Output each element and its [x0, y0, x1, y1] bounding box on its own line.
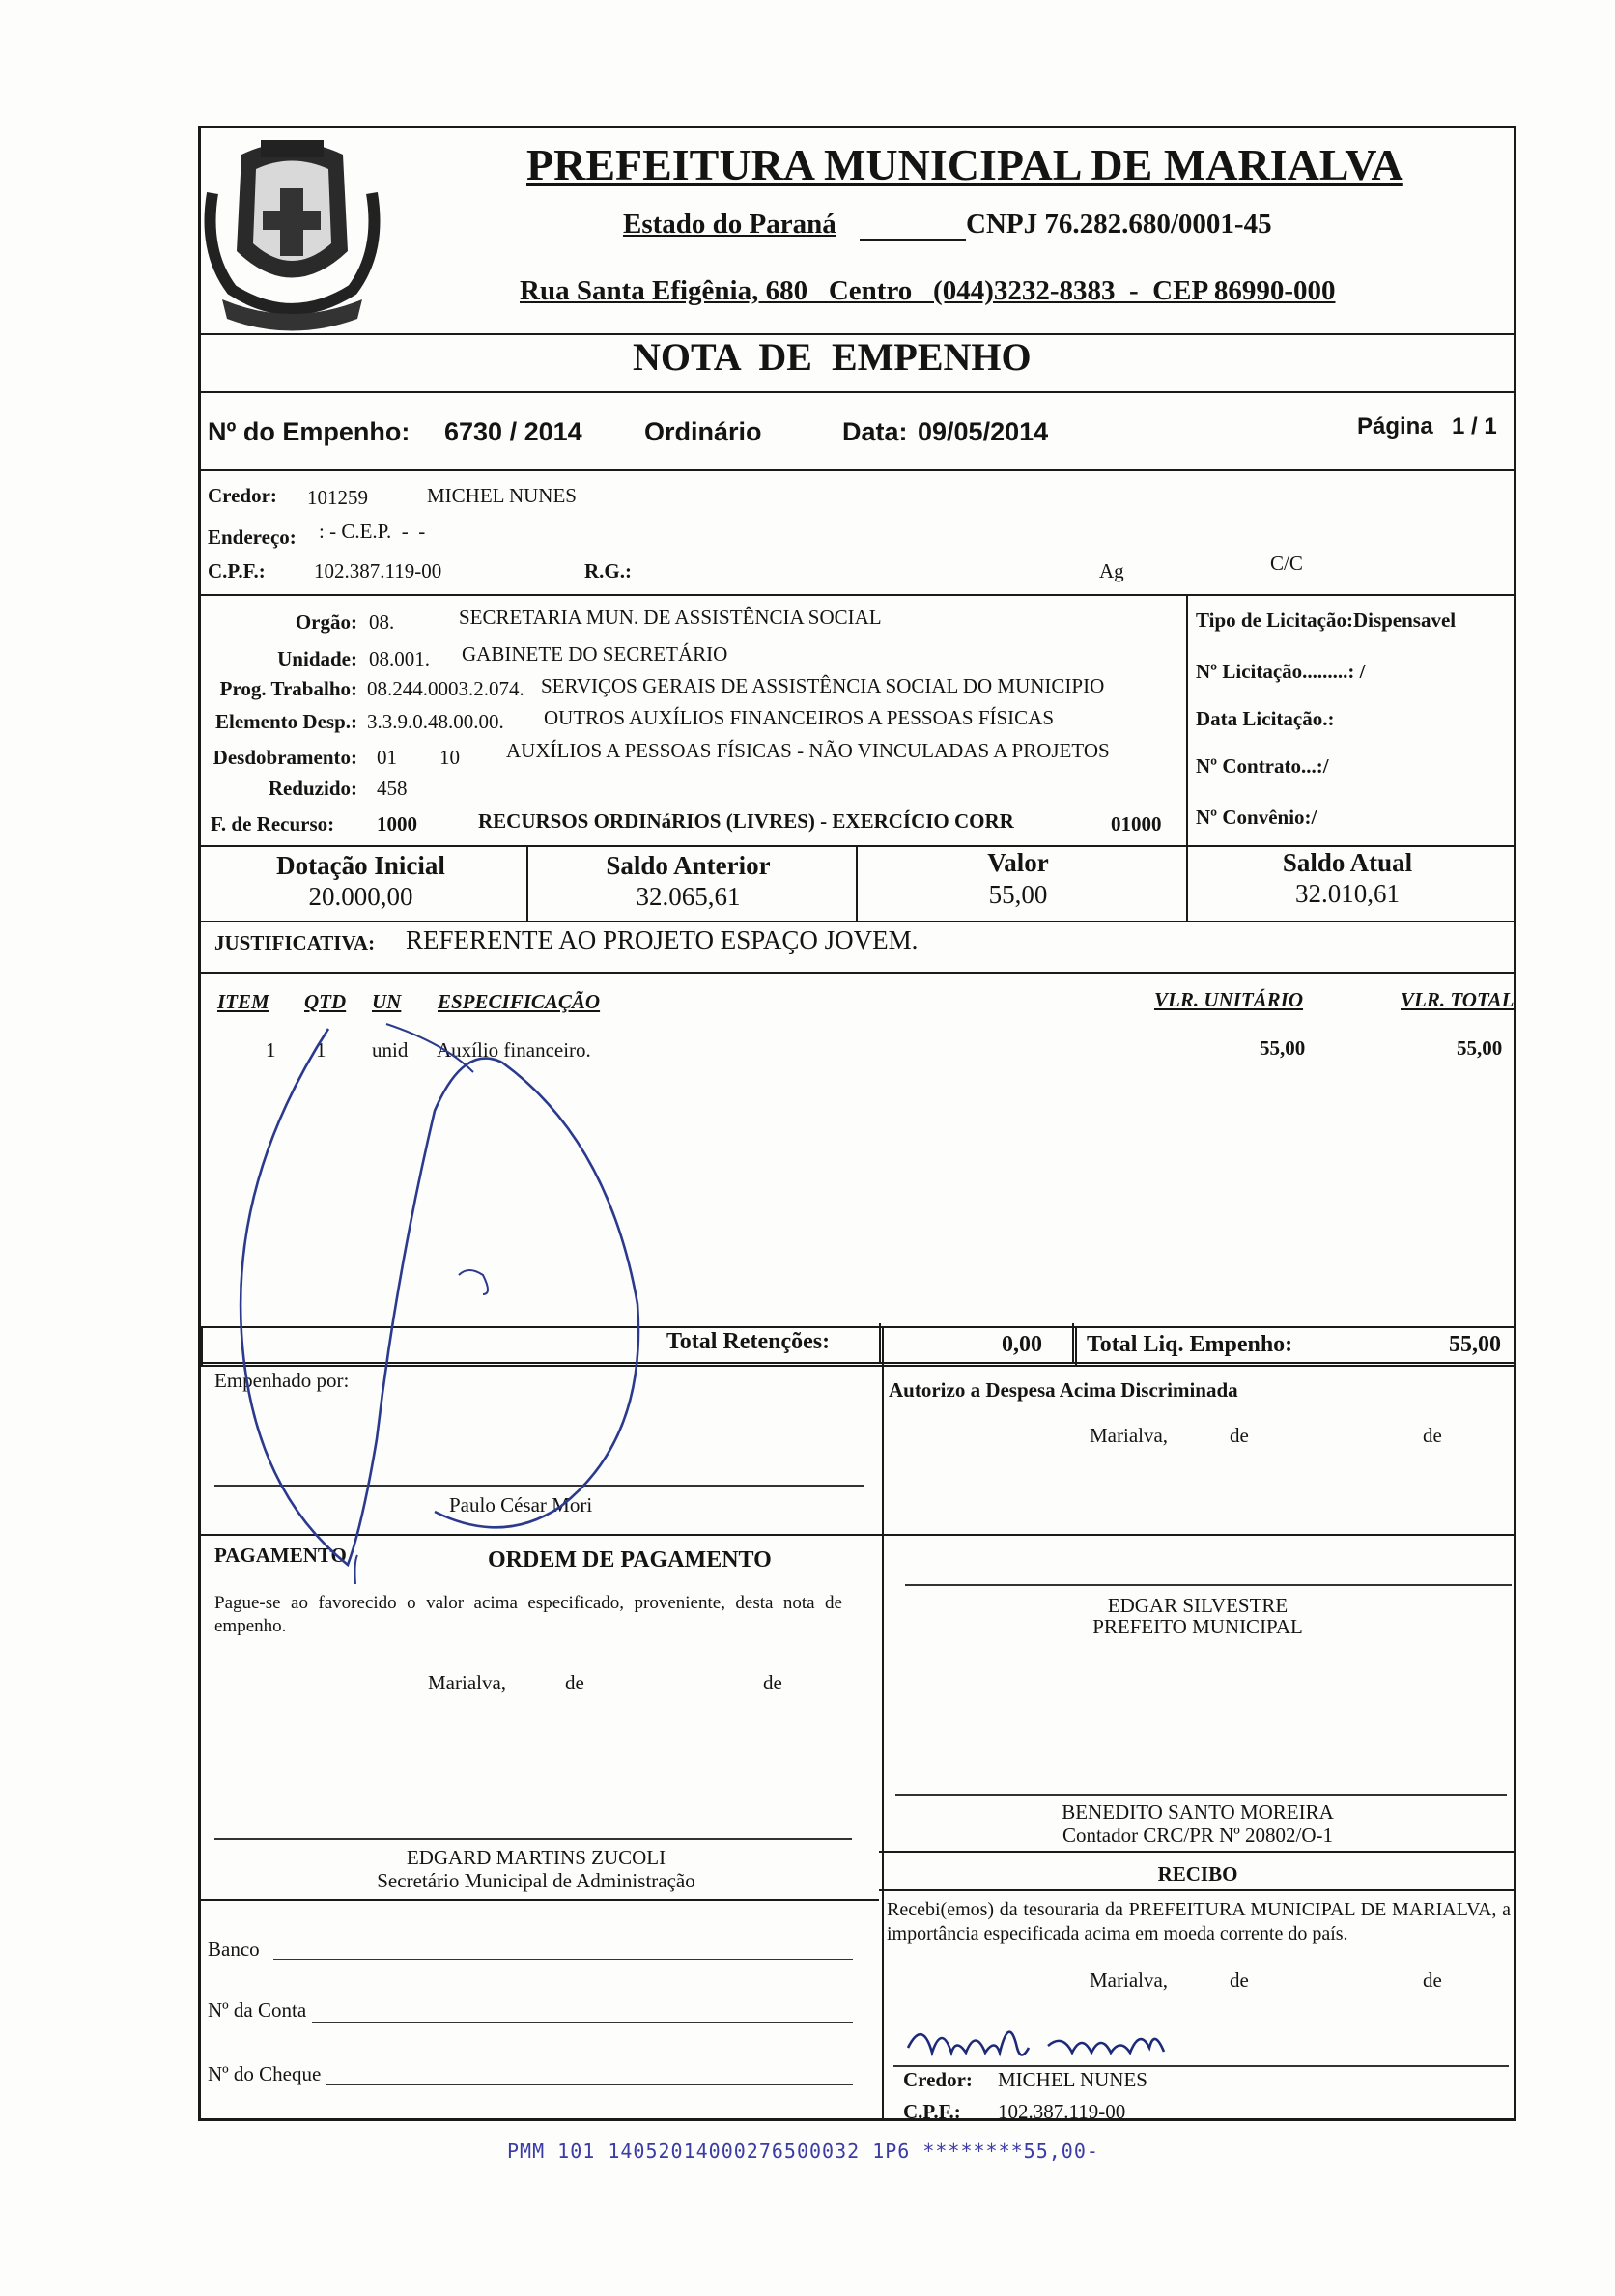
empenhado-label: Empenhado por: — [214, 1369, 350, 1392]
autorizo-city: Marialva, — [1090, 1424, 1169, 1447]
prog-label: Prog. Trabalho: — [219, 677, 357, 700]
rg-label: R.G.: — [584, 559, 632, 582]
item-qtd: 1 — [316, 1038, 326, 1062]
item-especificacao: Auxílio financeiro. — [437, 1038, 591, 1062]
col-especificacao: ESPECIFICAÇÃO — [438, 990, 601, 1013]
elemento-code: 3.3.9.0.48.00.00. — [367, 710, 504, 733]
col-item: ITEM — [217, 990, 269, 1013]
empenho-number: 6730 / 2014 — [444, 417, 582, 446]
recipient-signature — [903, 2009, 1212, 2077]
ag-label: Ag — [1099, 559, 1124, 582]
state-label: Estado do Paraná — [623, 209, 836, 240]
recibo-de-2: de — [1423, 1969, 1442, 1992]
desdobramento-label: Desdobramento: — [212, 746, 357, 769]
empenho-date: 09/05/2014 — [918, 417, 1049, 446]
autorizo-de-1: de — [1230, 1424, 1249, 1447]
contador-title: Contador CRC/PR Nº 20802/O-1 — [1062, 1824, 1334, 1847]
numero-licitacao: Nº Licitação.........: / — [1196, 660, 1366, 683]
numero-contrato: Nº Contrato...:/ — [1196, 754, 1329, 778]
recibo-city: Marialva, — [1090, 1969, 1169, 1992]
desdobramento-code-b: 10 — [439, 746, 460, 769]
ordem-pagamento-title: ORDEM DE PAGAMENTO — [488, 1547, 772, 1573]
recurso-label: F. de Recurso: — [211, 812, 335, 836]
pagamento-text: Pague-se ao favorecido o valor acima especificado, proveniente, desta nota de empenho. — [214, 1593, 842, 1636]
cheque-field[interactable] — [326, 2084, 853, 2085]
saldo-atual-value: 32.010,61 — [1295, 879, 1400, 908]
reduzido-value: 458 — [377, 777, 408, 800]
item-un: unid — [372, 1038, 409, 1062]
total-retencoes-value: 0,00 — [1002, 1332, 1042, 1357]
conta-label: Nº da Conta — [208, 1998, 307, 2022]
orgao-label: Orgão: — [295, 610, 357, 634]
valor-value: 55,00 — [988, 880, 1048, 909]
address-label: Rua Santa Efigênia, 680 Centro (044)3232-8383 - CEP 86990-000 — [520, 275, 1336, 306]
col-vlr-unitario: VLR. UNITÁRIO — [1154, 988, 1304, 1011]
reduzido-label: Reduzido: — [268, 777, 357, 800]
empenhado-name: Paulo César Mori — [449, 1493, 593, 1516]
prefeito-title: PREFEITO MUNICIPAL — [1092, 1615, 1303, 1638]
cnpj-label: CNPJ 76.282.680/0001-45 — [966, 209, 1272, 240]
empenho-date-label: Data: — [842, 417, 908, 446]
recurso-code: 1000 — [377, 812, 417, 836]
recibo-de-1: de — [1230, 1969, 1249, 1992]
credor-label: Credor: — [208, 484, 277, 507]
pagamento-de-1: de — [565, 1671, 584, 1694]
tipo-licitacao: Tipo de Licitação:Dispensavel — [1196, 609, 1457, 632]
dotacao-label: Dotação Inicial — [276, 851, 445, 880]
banco-label: Banco — [208, 1938, 260, 1961]
page-number: 1 / 1 — [1452, 413, 1497, 439]
handwritten-strike-mark — [193, 985, 695, 1584]
recibo-text: Recebi(emos) da tesouraria da PREFEITURA MUNICIPAL DE MARIALVA, a importância especificada acima em moeda corrente do país. — [887, 1899, 1511, 1944]
desdobramento-name: AUXÍLIOS A PESSOAS FÍSICAS - NÃO VINCULADAS A PROJETOS — [506, 739, 1110, 762]
prefeitura-title: PREFEITURA MUNICIPAL DE MARIALVA — [526, 140, 1403, 189]
bank-stamp: PMM 101 14052014000276500032 1P6 ********55,00- — [507, 2140, 1099, 2163]
col-vlr-total: VLR. TOTAL — [1401, 988, 1515, 1011]
dotacao-value: 20.000,00 — [308, 882, 413, 911]
justificativa-text: REFERENTE AO PROJETO ESPAÇO JOVEM. — [406, 925, 919, 954]
orgao-name: SECRETARIA MUN. DE ASSISTÊNCIA SOCIAL — [459, 606, 882, 629]
prog-name: SERVIÇOS GERAIS DE ASSISTÊNCIA SOCIAL DO MUNICIPIO — [541, 674, 1105, 697]
secretario-title: Secretário Municipal de Administração — [377, 1869, 695, 1892]
endereco-value: : - C.E.P. - - — [319, 520, 426, 543]
data-licitacao: Data Licitação.: — [1196, 707, 1335, 730]
prog-code: 08.244.0003.2.074. — [367, 677, 524, 700]
recibo-cpf-label: C.P.F.: — [903, 2100, 961, 2123]
pagamento-label: PAGAMENTO — [214, 1544, 347, 1567]
desdobramento-code-a: 01 — [377, 746, 397, 769]
saldo-atual-label: Saldo Atual — [1282, 848, 1413, 877]
recurso-code-2: 01000 — [1111, 812, 1162, 836]
recibo-title: RECIBO — [1157, 1862, 1238, 1885]
unidade-label: Unidade: — [277, 647, 357, 670]
contador-name: BENEDITO SANTO MOREIRA — [1062, 1800, 1334, 1824]
empenho-number-label: Nº do Empenho: — [208, 417, 411, 446]
unidade-code: 08.001. — [369, 647, 430, 670]
total-liquido-value: 55,00 — [1449, 1332, 1501, 1357]
item-number: 1 — [266, 1038, 276, 1062]
justificativa-label: JUSTIFICATIVA: — [214, 931, 376, 954]
recibo-cpf-value: 102.387.119-00 — [998, 2100, 1126, 2123]
recurso-name: RECURSOS ORDINáRIOS (LIVRES) - EXERCÍCIO CORR — [478, 809, 1014, 833]
cpf-value: 102.387.119-00 — [314, 559, 442, 582]
saldo-anterior-value: 32.065,61 — [636, 882, 741, 911]
item-vlr-total: 55,00 — [1457, 1036, 1503, 1060]
recibo-credor-name: MICHEL NUNES — [998, 2068, 1148, 2091]
orgao-code: 08. — [369, 610, 395, 634]
elemento-name: OUTROS AUXÍLIOS FINANCEIROS A PESSOAS FÍSICAS — [544, 706, 1055, 729]
total-retencoes-label: Total Retenções: — [666, 1329, 831, 1354]
unidade-name: GABINETE DO SECRETÁRIO — [462, 642, 728, 666]
autorizo-de-2: de — [1423, 1424, 1442, 1447]
endereco-label: Endereço: — [208, 525, 297, 549]
elemento-label: Elemento Desp.: — [215, 710, 357, 733]
page-label: Página — [1357, 413, 1433, 439]
banco-field[interactable] — [273, 1959, 853, 1960]
col-un: UN — [372, 990, 402, 1013]
pagamento-city: Marialva, — [428, 1671, 507, 1694]
document-title: NOTA DE EMPENHO — [633, 335, 1032, 379]
empenho-type: Ordinário — [644, 417, 762, 446]
col-qtd: QTD — [304, 990, 347, 1013]
credor-name: MICHEL NUNES — [427, 484, 577, 507]
cpf-label: C.P.F.: — [208, 559, 266, 582]
numero-convenio: Nº Convênio:/ — [1196, 806, 1318, 829]
credor-code: 101259 — [307, 486, 368, 509]
autorizo-label: Autorizo a Despesa Acima Discriminada — [889, 1378, 1238, 1402]
total-liquido-label: Total Liq. Empenho: — [1087, 1332, 1293, 1357]
cheque-label: Nº do Cheque — [208, 2062, 322, 2085]
valor-label: Valor — [987, 848, 1049, 877]
saldo-anterior-label: Saldo Anterior — [606, 851, 771, 880]
cc-label: C/C — [1270, 552, 1303, 575]
secretario-name: EDGARD MARTINS ZUCOLI — [406, 1846, 666, 1869]
item-vlr-unitario: 55,00 — [1260, 1036, 1306, 1060]
conta-field[interactable] — [312, 2022, 853, 2023]
recibo-credor-label: Credor: — [903, 2068, 973, 2091]
prefeito-name: EDGAR SILVESTRE — [1107, 1594, 1289, 1617]
pagamento-de-2: de — [763, 1671, 782, 1694]
